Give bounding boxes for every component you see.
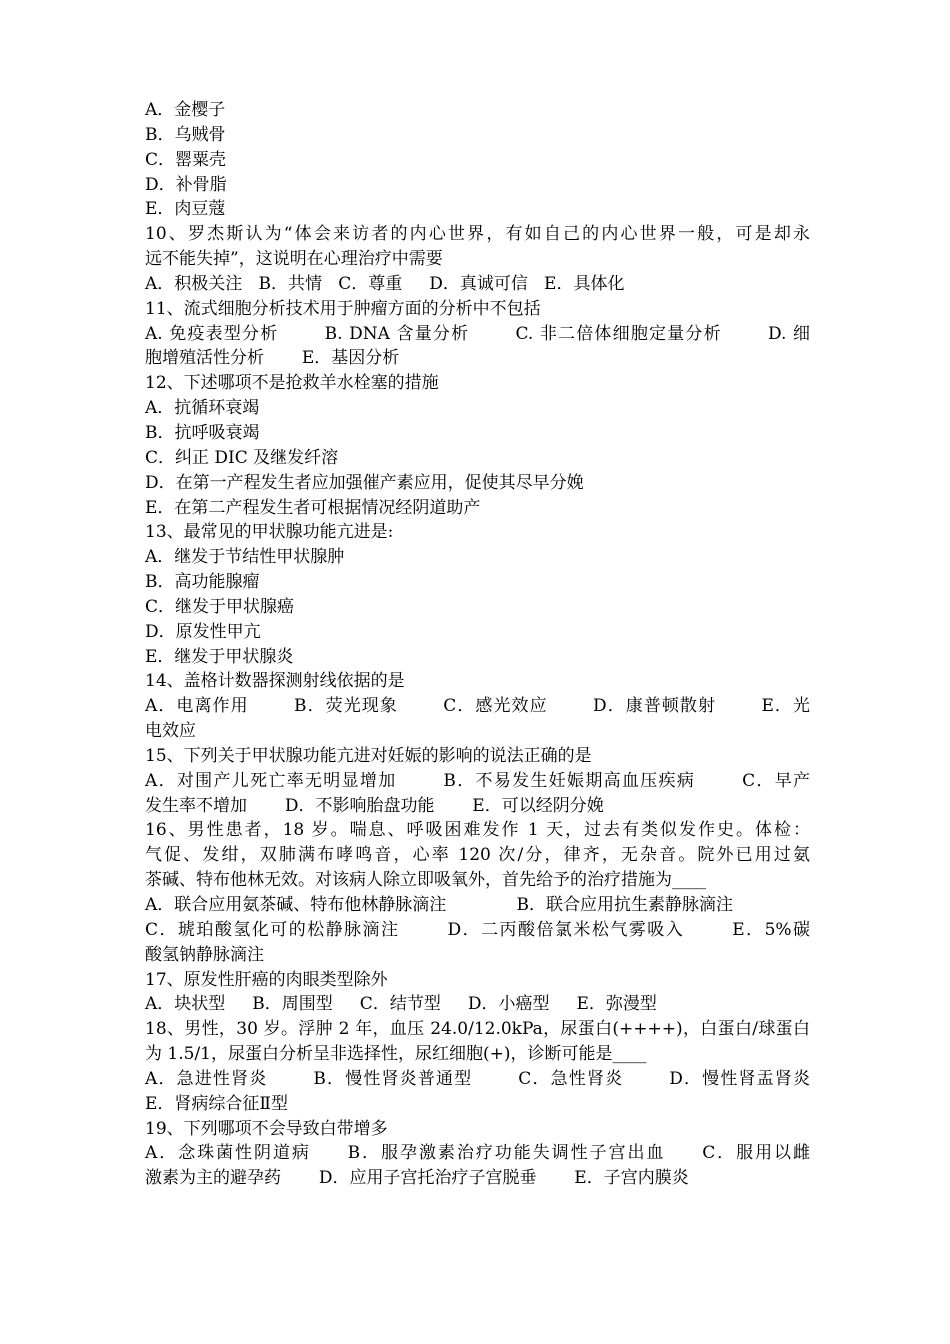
text-line: D．在第一产程发生者应加强催产素应用，促使其尽早分娩: [145, 472, 584, 493]
text-line: 为 1.5/1，尿蛋白分析呈非选择性，尿红细胞(+)，诊断可能是____: [145, 1044, 647, 1065]
text-line: A．块状型 B．周围型 C．结节型 D．小癌型 E．弥漫型: [145, 994, 657, 1015]
text-line: 11、流式细胞分析技术用于肿瘤方面的分析中不包括: [145, 298, 541, 319]
text-line: 气促、发绀，双肺满布哮鸣音，心率 120 次/分，律齐，无杂音。院外已用过氨: [145, 845, 810, 866]
text-line: C．纠正 DIC 及继发纤溶: [145, 447, 339, 468]
text-line: 14、盖格计数器探测射线依据的是: [145, 671, 405, 692]
text-line: 远不能失掉”，这说明在心理治疗中需要: [145, 249, 443, 270]
text-line: A．电离作用 B．荧光现象 C．感光效应 D．康普顿散射 E．光: [145, 696, 810, 717]
text-line: 酸氢钠静脉滴注: [145, 944, 264, 965]
text-line: 胞增殖活性分析 E．基因分析: [145, 348, 400, 369]
text-line: B．抗呼吸衰竭: [145, 422, 260, 443]
text-line: 16、男性患者，18 岁。喘息、呼吸困难发作 1 天，过去有类似发作史。体检：: [145, 820, 810, 841]
text-line: E．在第二产程发生者可根据情况经阴道助产: [145, 497, 481, 518]
text-line: B．高功能腺瘤: [145, 572, 260, 593]
text-line: A．积极关注 B．共情 C．尊重 D．真诚可信 E．具体化: [145, 273, 625, 294]
text-line: 15、下列关于甲状腺功能亢进对妊娠的影响的说法正确的是: [145, 745, 592, 766]
text-line: A．对围产儿死亡率无明显增加 B．不易发生妊娠期高血压疾病 C．早产: [145, 770, 810, 791]
text-line: E．肉豆蔻: [145, 199, 226, 220]
text-line: C．继发于甲状腺癌: [145, 596, 295, 617]
text-line: E．肾病综合征Ⅱ型: [145, 1093, 288, 1114]
text-line: B．乌贼骨: [145, 124, 226, 145]
text-line: E．继发于甲状腺炎: [145, 646, 294, 667]
text-line: 激素为主的避孕药 D．应用子宫托治疗子宫脱垂 E．子宫内膜炎: [145, 1168, 689, 1189]
text-line: 13、最常见的甲状腺功能亢进是:: [145, 522, 394, 543]
text-line: 12、下述哪项不是抢救羊水栓塞的措施: [145, 373, 439, 394]
text-line: 发生率不增加 D．不影响胎盘功能 E．可以经阴分娩: [145, 795, 604, 816]
text-line: A．念珠菌性阴道病 B．服孕激素治疗功能失调性子宫出血 C．服用以雌: [145, 1143, 810, 1164]
text-line: 茶碱、特布他林无效。对该病人除立即吸氧外，首先给予的治疗措施为____: [145, 870, 706, 891]
document-body: [145, 98, 810, 1191]
text-line: A．联合应用氨茶碱、特布他林静脉滴注 B．联合应用抗生素静脉滴注: [145, 895, 734, 915]
text-line: 10、罗杰斯认为“体会来访者的内心世界，有如自己的内心世界一般，可是却永: [145, 224, 810, 245]
text-line: 19、下列哪项不会导致白带增多: [145, 1118, 388, 1139]
text-line: A．金樱子: [145, 100, 226, 120]
text-line: 电效应: [145, 721, 196, 742]
text-line: D．原发性甲亢: [145, 621, 261, 642]
text-line: C．罂粟壳: [145, 149, 227, 170]
text-lines: [145, 98, 810, 1191]
text-line: D．补骨脂: [145, 174, 227, 195]
text-line: A．抗循环衰竭: [145, 398, 260, 419]
text-line: A．继发于节结性甲状腺肿: [145, 547, 345, 568]
text-line: A．急进性肾炎 B．慢性肾炎普通型 C．急性肾炎 D．慢性肾盂肾炎: [145, 1068, 810, 1089]
text-line: 17、原发性肝癌的肉眼类型除外: [145, 969, 388, 990]
text-line: 18、男性，30 岁。浮肿 2 年，血压 24.0/12.0kPa，尿蛋白(++++)，白蛋白/球蛋白: [145, 1019, 810, 1040]
text-line: C．琥珀酸氢化可的松静脉滴注 D．二丙酸倍氯米松气雾吸入 E．5%碳: [145, 919, 810, 940]
text-line: A. 免疫表型分析 B. DNA 含量分析 C. 非二倍体细胞定量分析 D. 细: [145, 323, 810, 344]
